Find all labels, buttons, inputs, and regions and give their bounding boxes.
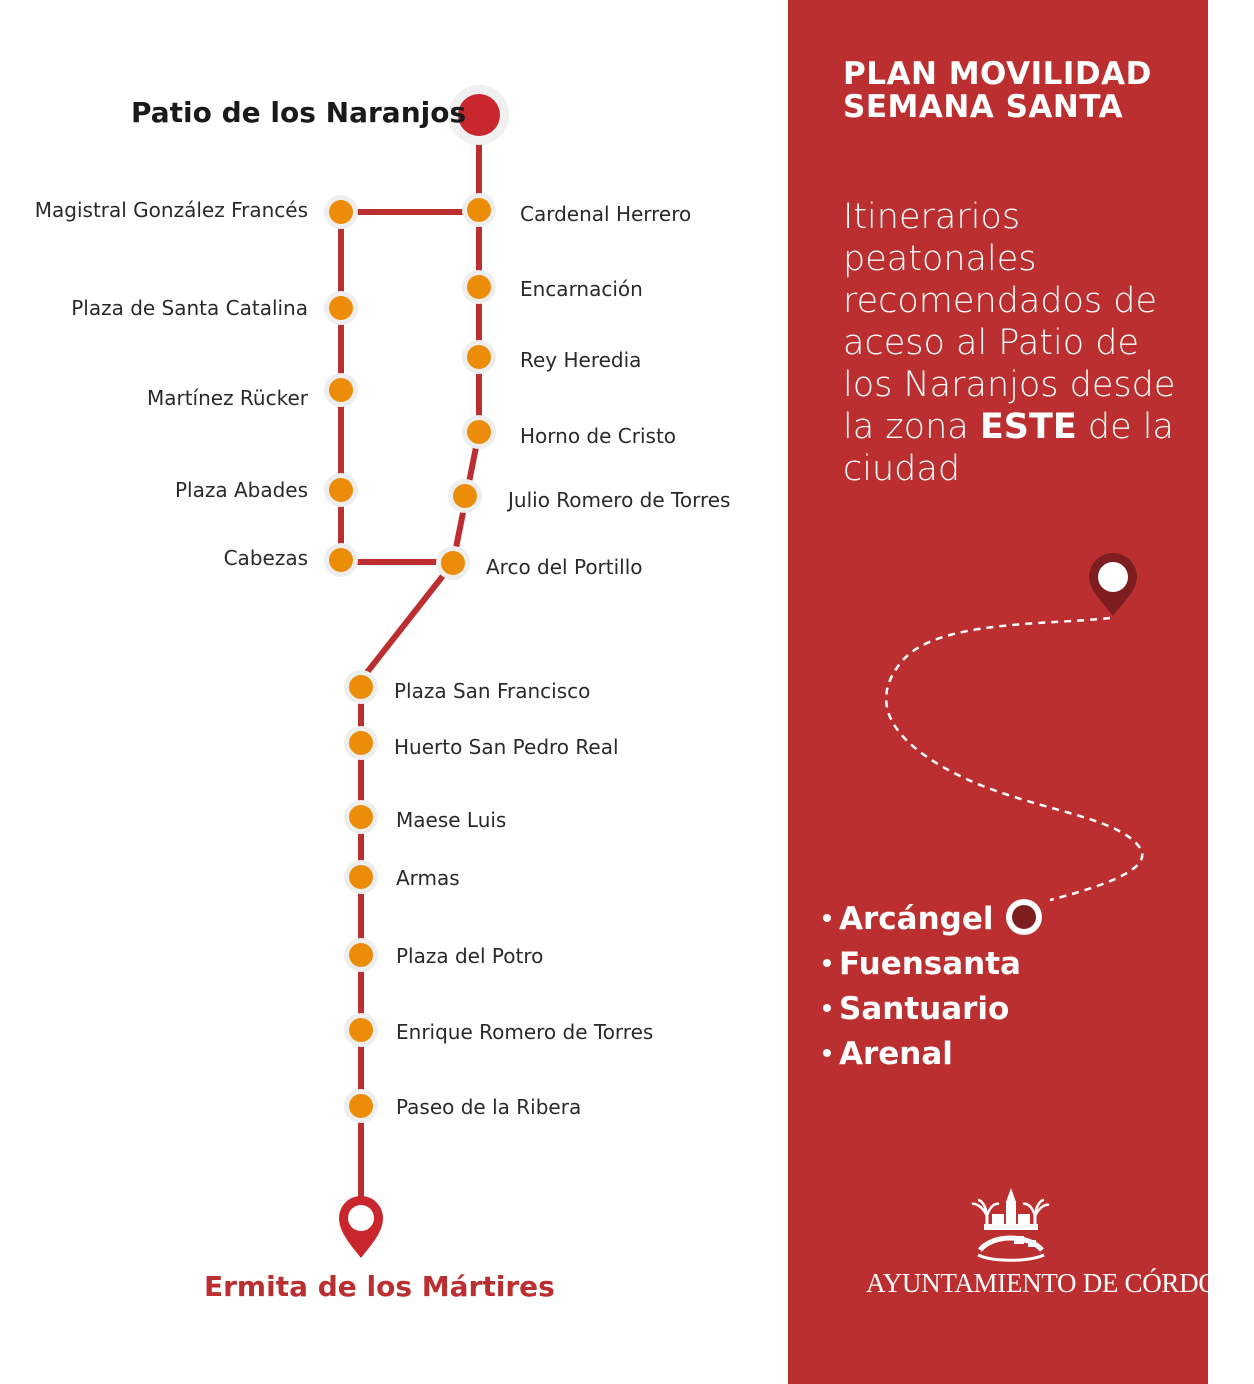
- stop-marker: [324, 473, 358, 507]
- bullet-icon: [823, 1049, 831, 1057]
- stop-marker: [344, 938, 378, 972]
- stop-marker: [344, 670, 378, 704]
- stop-label: Maese Luis: [396, 808, 507, 832]
- stop-marker: [462, 270, 496, 304]
- dashed-route-path: [886, 618, 1142, 900]
- stop-label: Cabezas: [223, 546, 308, 570]
- stop-marker: [324, 291, 358, 325]
- stop-label: Arco del Portillo: [486, 555, 643, 579]
- zone-label: Fuensanta: [839, 946, 1021, 982]
- zone-label: Arenal: [839, 1036, 953, 1072]
- zone-item: [823, 987, 1021, 1032]
- stops: [324, 193, 496, 1123]
- zone-item: [823, 942, 1021, 987]
- zone-label: Santuario: [839, 991, 1010, 1027]
- stop-label: Plaza Abades: [174, 478, 308, 502]
- stop-label: Plaza del Potro: [396, 944, 544, 968]
- zone-item: [823, 897, 1021, 942]
- zones-list: [823, 897, 1021, 1077]
- stop-label: Paseo de la Ribera: [396, 1095, 582, 1119]
- description-highlight: ESTE: [979, 407, 1077, 447]
- stop-label: Horno de Cristo: [520, 424, 677, 448]
- bullet-icon: [823, 1004, 831, 1012]
- stop-marker: [324, 373, 358, 407]
- stop-label: Cardenal Herrero: [520, 202, 692, 226]
- description: [843, 196, 1183, 490]
- location-pin-icon: [1089, 553, 1137, 616]
- stop-label: Rey Heredia: [520, 348, 642, 372]
- stop-marker: [436, 546, 470, 580]
- stop-marker: [324, 195, 358, 229]
- stop-marker: [462, 193, 496, 227]
- stop-label: Martínez Rücker: [146, 386, 308, 410]
- zone-label: Arcángel: [839, 901, 994, 937]
- stop-marker: [344, 800, 378, 834]
- stop-marker: [324, 543, 358, 577]
- stop-marker: [448, 479, 482, 513]
- stop-label: Plaza de Santa Catalina: [71, 296, 308, 320]
- stop-label: Huerto San Pedro Real: [394, 735, 619, 759]
- info-panel: [788, 0, 1254, 1384]
- stop-label: Armas: [396, 866, 460, 890]
- ayuntamiento-logo-icon: [972, 1188, 1049, 1260]
- stop-marker: [344, 1013, 378, 1047]
- stop-marker: [344, 860, 378, 894]
- stop-marker: [344, 1089, 378, 1123]
- zone-item: [823, 1032, 1021, 1077]
- stop-label: Julio Romero de Torres: [508, 488, 731, 512]
- description-text: Itinerarios peatonales recomendados de aceso al Patio de los Naranjos desde la zona: [843, 197, 1176, 447]
- ayuntamiento-name: AYUNTAMIENTO DE CÓRDOBA: [866, 1268, 1254, 1298]
- stop-label: Encarnación: [520, 277, 643, 301]
- stop-marker: [462, 340, 496, 374]
- plan-title: [843, 58, 1152, 124]
- description-end: de la ciudad: [843, 407, 1174, 489]
- plan-title-line2: SEMANA SANTA: [843, 89, 1124, 125]
- stop-label: Magistral González Francés: [34, 198, 308, 222]
- stop-label: Plaza San Francisco: [394, 679, 591, 703]
- route-segment: [361, 563, 453, 680]
- plan-title-line1: PLAN MOVILIDAD: [843, 56, 1152, 92]
- stop-label: Enrique Romero de Torres: [396, 1020, 654, 1044]
- stop-marker: [462, 415, 496, 449]
- bullet-icon: [823, 914, 831, 922]
- stop-marker: [344, 726, 378, 760]
- end-station-label: Ermita de los Mártires: [204, 1270, 555, 1303]
- bullet-icon: [823, 959, 831, 967]
- start-station-label: Patio de los Naranjos: [131, 96, 467, 129]
- end-pin-icon: [339, 1196, 383, 1258]
